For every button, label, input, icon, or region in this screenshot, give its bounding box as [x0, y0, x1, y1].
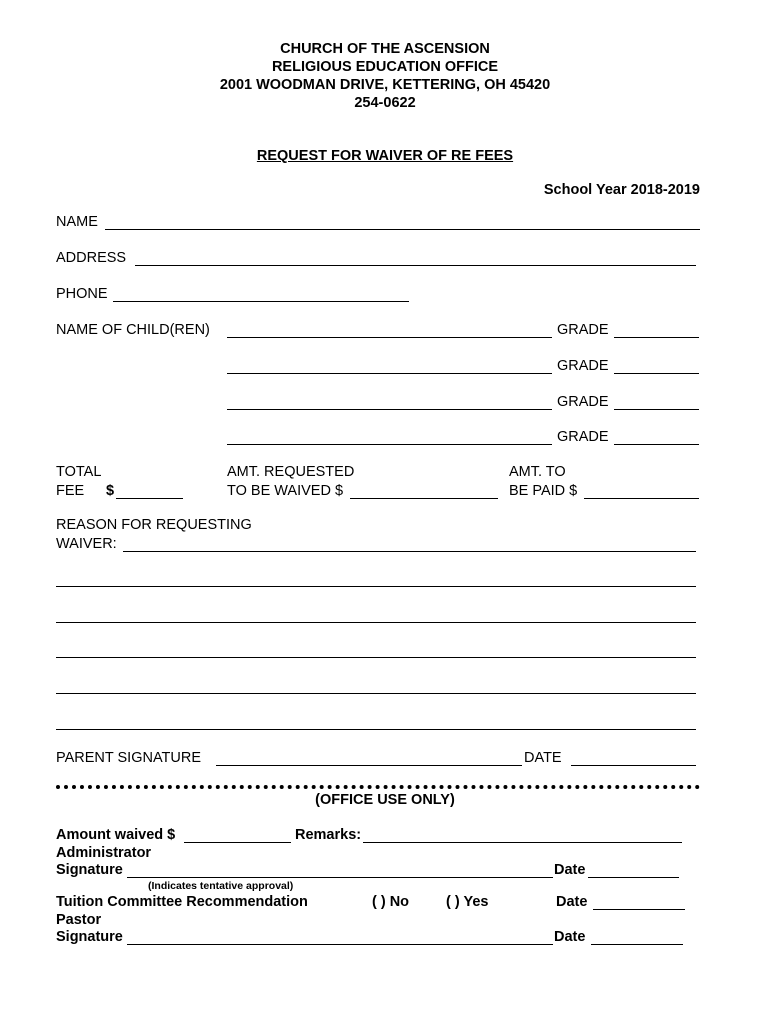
- waiver-label: WAIVER:: [56, 536, 117, 552]
- amount-waived-label: Amount waived $: [56, 827, 176, 843]
- pastor-signature-label: Signature: [56, 929, 123, 945]
- paid-amount-field[interactable]: [584, 498, 699, 499]
- pastor-label: Pastor: [56, 912, 102, 928]
- reason-line[interactable]: [56, 693, 696, 694]
- school-year: School Year 2018-2019: [543, 182, 700, 198]
- remarks-field[interactable]: [363, 842, 682, 843]
- reason-line[interactable]: [56, 622, 696, 623]
- remarks-label: Remarks:: [295, 827, 362, 843]
- admin-date-field[interactable]: [588, 877, 679, 878]
- form-title: REQUEST FOR WAIVER OF RE FEES: [256, 148, 514, 164]
- office-use-heading: (OFFICE USE ONLY): [315, 792, 455, 808]
- to-be-waived-label: TO BE WAIVED $: [227, 483, 344, 499]
- waived-amount-field[interactable]: [350, 498, 498, 499]
- child-name-field[interactable]: [227, 444, 552, 445]
- parent-signature-field[interactable]: [216, 765, 522, 766]
- grade-field[interactable]: [614, 337, 699, 338]
- child-name-field[interactable]: [227, 373, 552, 374]
- date-field[interactable]: [571, 765, 696, 766]
- no-checkbox[interactable]: ( ) No: [372, 894, 410, 910]
- grade-field[interactable]: [614, 409, 699, 410]
- child-name-field[interactable]: [227, 409, 552, 410]
- tuition-date-label: Date: [556, 894, 588, 910]
- address-line: 2001 WOODMAN DRIVE, KETTERING, OH 45420: [219, 77, 551, 93]
- total-fee-field[interactable]: [116, 498, 183, 499]
- yes-checkbox[interactable]: ( ) Yes: [446, 894, 489, 910]
- reason-field[interactable]: [123, 551, 696, 552]
- address-label: ADDRESS: [56, 250, 127, 266]
- grade-field[interactable]: [614, 373, 699, 374]
- address-field[interactable]: [135, 265, 696, 266]
- fee-dollar: $: [106, 483, 115, 499]
- amt-requested-label: AMT. REQUESTED: [227, 464, 355, 480]
- reason-line[interactable]: [56, 586, 696, 587]
- office-name: RELIGIOUS EDUCATION OFFICE: [271, 59, 499, 75]
- grade-label: GRADE: [557, 322, 609, 338]
- phone-number: 254-0622: [354, 95, 416, 111]
- grade-label: GRADE: [557, 358, 609, 374]
- pastor-signature-field[interactable]: [127, 944, 553, 945]
- grade-label: GRADE: [557, 429, 609, 445]
- administrator-label: Administrator: [56, 845, 152, 861]
- phone-label: PHONE: [56, 286, 108, 302]
- reason-line[interactable]: [56, 729, 696, 730]
- name-field[interactable]: [105, 229, 700, 230]
- children-label: NAME OF CHILD(REN): [56, 322, 210, 338]
- date-label: DATE: [524, 750, 562, 766]
- amt-to-label: AMT. TO: [509, 464, 566, 480]
- tentative-note: (Indicates tentative approval): [148, 880, 294, 892]
- amount-waived-field[interactable]: [184, 842, 291, 843]
- dotted-divider: [56, 785, 700, 789]
- tuition-committee-label: Tuition Committee Recommendation: [56, 894, 308, 910]
- grade-label: GRADE: [557, 394, 609, 410]
- reason-label: REASON FOR REQUESTING: [56, 517, 252, 533]
- tuition-date-field[interactable]: [593, 909, 685, 910]
- phone-field[interactable]: [113, 301, 409, 302]
- name-label: NAME: [56, 214, 98, 230]
- parent-signature-label: PARENT SIGNATURE: [56, 750, 202, 766]
- admin-signature-field[interactable]: [127, 877, 553, 878]
- child-name-field[interactable]: [227, 337, 552, 338]
- pastor-date-field[interactable]: [591, 944, 683, 945]
- be-paid-label: BE PAID $: [509, 483, 578, 499]
- admin-date-label: Date: [554, 862, 586, 878]
- church-name: CHURCH OF THE ASCENSION: [280, 41, 490, 57]
- admin-signature-label: Signature: [56, 862, 123, 878]
- grade-field[interactable]: [614, 444, 699, 445]
- pastor-date-label: Date: [554, 929, 586, 945]
- reason-line[interactable]: [56, 657, 696, 658]
- total-label: TOTAL: [56, 464, 102, 480]
- fee-label: FEE: [56, 483, 85, 499]
